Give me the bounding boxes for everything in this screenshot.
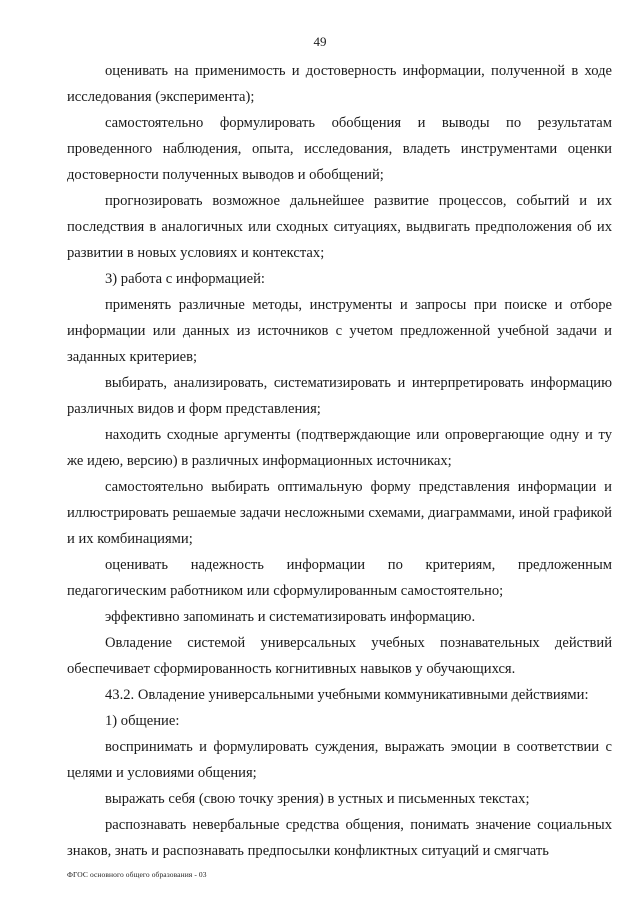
paragraph: выбирать, анализировать, систематизировать и интерпретировать информацию различных видов и форм представления; [67, 375, 612, 417]
section-heading: 3) работа с информацией: [105, 271, 265, 287]
paragraph: самостоятельно формулировать обобщения и выводы по результатам проведенного наблюдения, опыта, исследования, владеть инструментами оценки достоверности полученных выводов и обобщений; [67, 115, 612, 183]
paragraph: самостоятельно выбирать оптимальную форму представления информации и иллюстрировать решаемые задачи несложными схемами, диаграммами, иной графикой и их комбинациями; [67, 479, 612, 547]
document-body [67, 58, 612, 864]
page-number: 49 [313, 34, 327, 49]
section-heading: 1) общение: [105, 713, 180, 729]
paragraph: оценивать надежность информации по критериям, предложенным педагогическим работником или сформулированным самостоятельно; [67, 557, 612, 599]
paragraph: Овладение системой универсальных учебных познавательных действий обеспечивает сформированность когнитивных навыков у обучающихся. [67, 635, 612, 677]
paragraph: эффективно запоминать и систематизировать информацию. [105, 609, 476, 625]
paragraph: воспринимать и формулировать суждения, выражать эмоции в соответствии с целями и условиями общения; [67, 739, 612, 781]
paragraph: находить сходные аргументы (подтверждающие или опровергающие одну и ту же идею, версию) в различных информационных источниках; [67, 427, 612, 469]
paragraph: применять различные методы, инструменты и запросы при поиске и отборе информации или данных из источников с учетом предложенной учебной задачи и заданных критериев; [67, 297, 612, 365]
paragraph: распознавать невербальные средства общения, понимать значение социальных знаков, знать и распознавать предпосылки конфликтных ситуаций и смягчать [67, 817, 612, 859]
paragraph: выражать себя (свою точку зрения) в устных и письменных текстах; [105, 791, 530, 807]
footer-text: ФГОС основного общего образования - 03 [67, 870, 207, 879]
paragraph: прогнозировать возможное дальнейшее развитие процессов, событий и их последствия в аналогичных или сходных ситуациях, выдвигать предположения об их развитии в новых условиях и контекстах; [67, 193, 612, 261]
section-heading: 43.2. Овладение универсальными учебными коммуникативными действиями: [105, 687, 589, 703]
paragraph: оценивать на применимость и достоверность информации, полученной в ходе исследования (эксперимента); [67, 63, 612, 105]
